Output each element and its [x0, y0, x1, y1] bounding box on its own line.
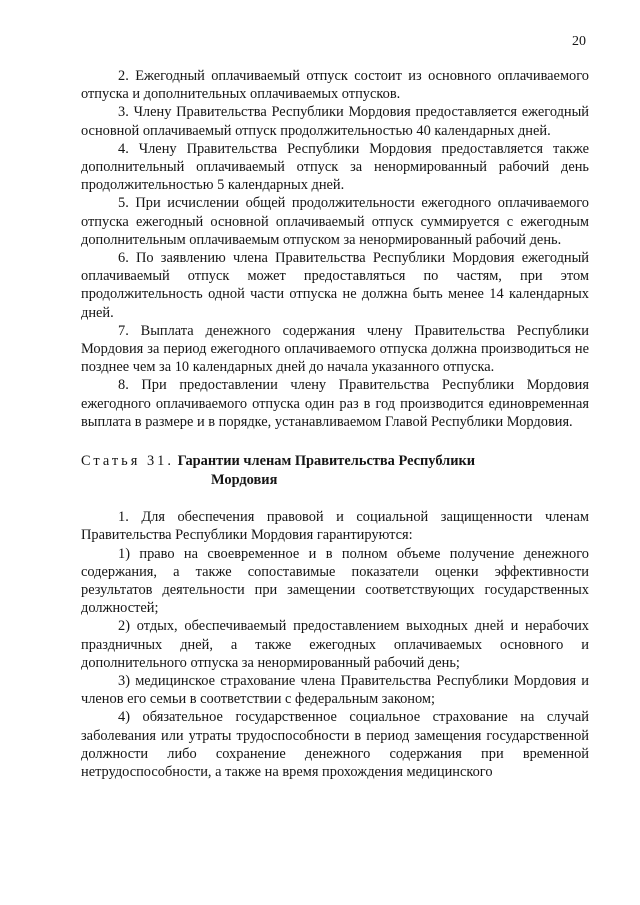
article31-heading: [81, 452, 589, 489]
page-number: 20: [572, 34, 586, 49]
document-body: [81, 67, 589, 781]
article30-item-8: 8. При предоставлении члену Правительства Республики Мордовия ежегодного оплачиваемого отпуска один раз в год производится единовременная выплата в размере и в порядке, устанавливаемом Главой Республики Мордовия.: [81, 377, 589, 430]
article30-item-2: 2. Ежегодный оплачиваемый отпуск состоит из основного оплачиваемого отпуска и дополнительных оплачиваемых отпусков.: [81, 68, 589, 103]
article31-subitem-1: 1) право на своевременное и в полном объеме получение денежного содержания, а также сопоставимые показатели оценки эффективности результатов деятельности при замещении соответствующих государственных должностей;: [81, 545, 589, 617]
article30-item-7: 7. Выплата денежного содержания члену Правительства Республики Мордовия за период ежегодного оплачиваемого отпуска должна производиться не позднее чем за 10 календарных дней до начала указанного отпуска.: [81, 322, 589, 376]
article31-title-line1: Гарантии членам Правительства Республики: [177, 453, 476, 470]
article31-title-line2: Мордовия: [211, 471, 278, 488]
article31-subitem-2: 2) отдых, обеспечиваемый предоставлением выходных дней и нерабочих праздничных дней, а также ежегодных оплачиваемых основного и дополнительного отпуска за ненормированный рабочий день;: [81, 618, 589, 671]
article30-item-3: 3. Члену Правительства Республики Мордовия предоставляется ежегодный основной оплачиваемый отпуск продолжительностью 40 календарных дней.: [81, 104, 589, 139]
heading-spacer: [81, 489, 589, 508]
article31-subitem-4: 4) обязательное государственное социальное страхование на случай заболевания или утраты трудоспособности в период замещения государственной должности либо сохранение денежного содержания при временной нетрудоспособности, а также на время прохождения медицинского: [81, 709, 589, 781]
article30-item-4: 4. Члену Правительства Республики Мордовия предоставляется также дополнительный оплачиваемый отпуск за ненормированный рабочий день продолжительностью 5 календарных дней.: [81, 140, 589, 194]
article30-item-6: 6. По заявлению члена Правительства Республики Мордовия ежегодный оплачиваемый отпуск может предоставляться по частям, при этом продолжительность одной части отпуска не должна быть менее 14 календарных дней.: [81, 250, 589, 321]
article30-item-5: 5. При исчислении общей продолжительности ежегодного оплачиваемого отпуска ежегодный основной оплачиваемый отпуск суммируется с ежегодным дополнительным оплачиваемым отпуском за ненормированный рабочий день.: [81, 195, 589, 248]
article31-item-1: 1. Для обеспечения правовой и социальной защищенности членам Правительства Республики Мордовия гарантируются:: [81, 509, 589, 544]
article31-subitem-3: 3) медицинское страхование члена Правительства Республики Мордовия и членов его семьи в соответствии с федеральным законом;: [81, 673, 589, 708]
article31-prefix: Статья 31.: [81, 453, 174, 470]
